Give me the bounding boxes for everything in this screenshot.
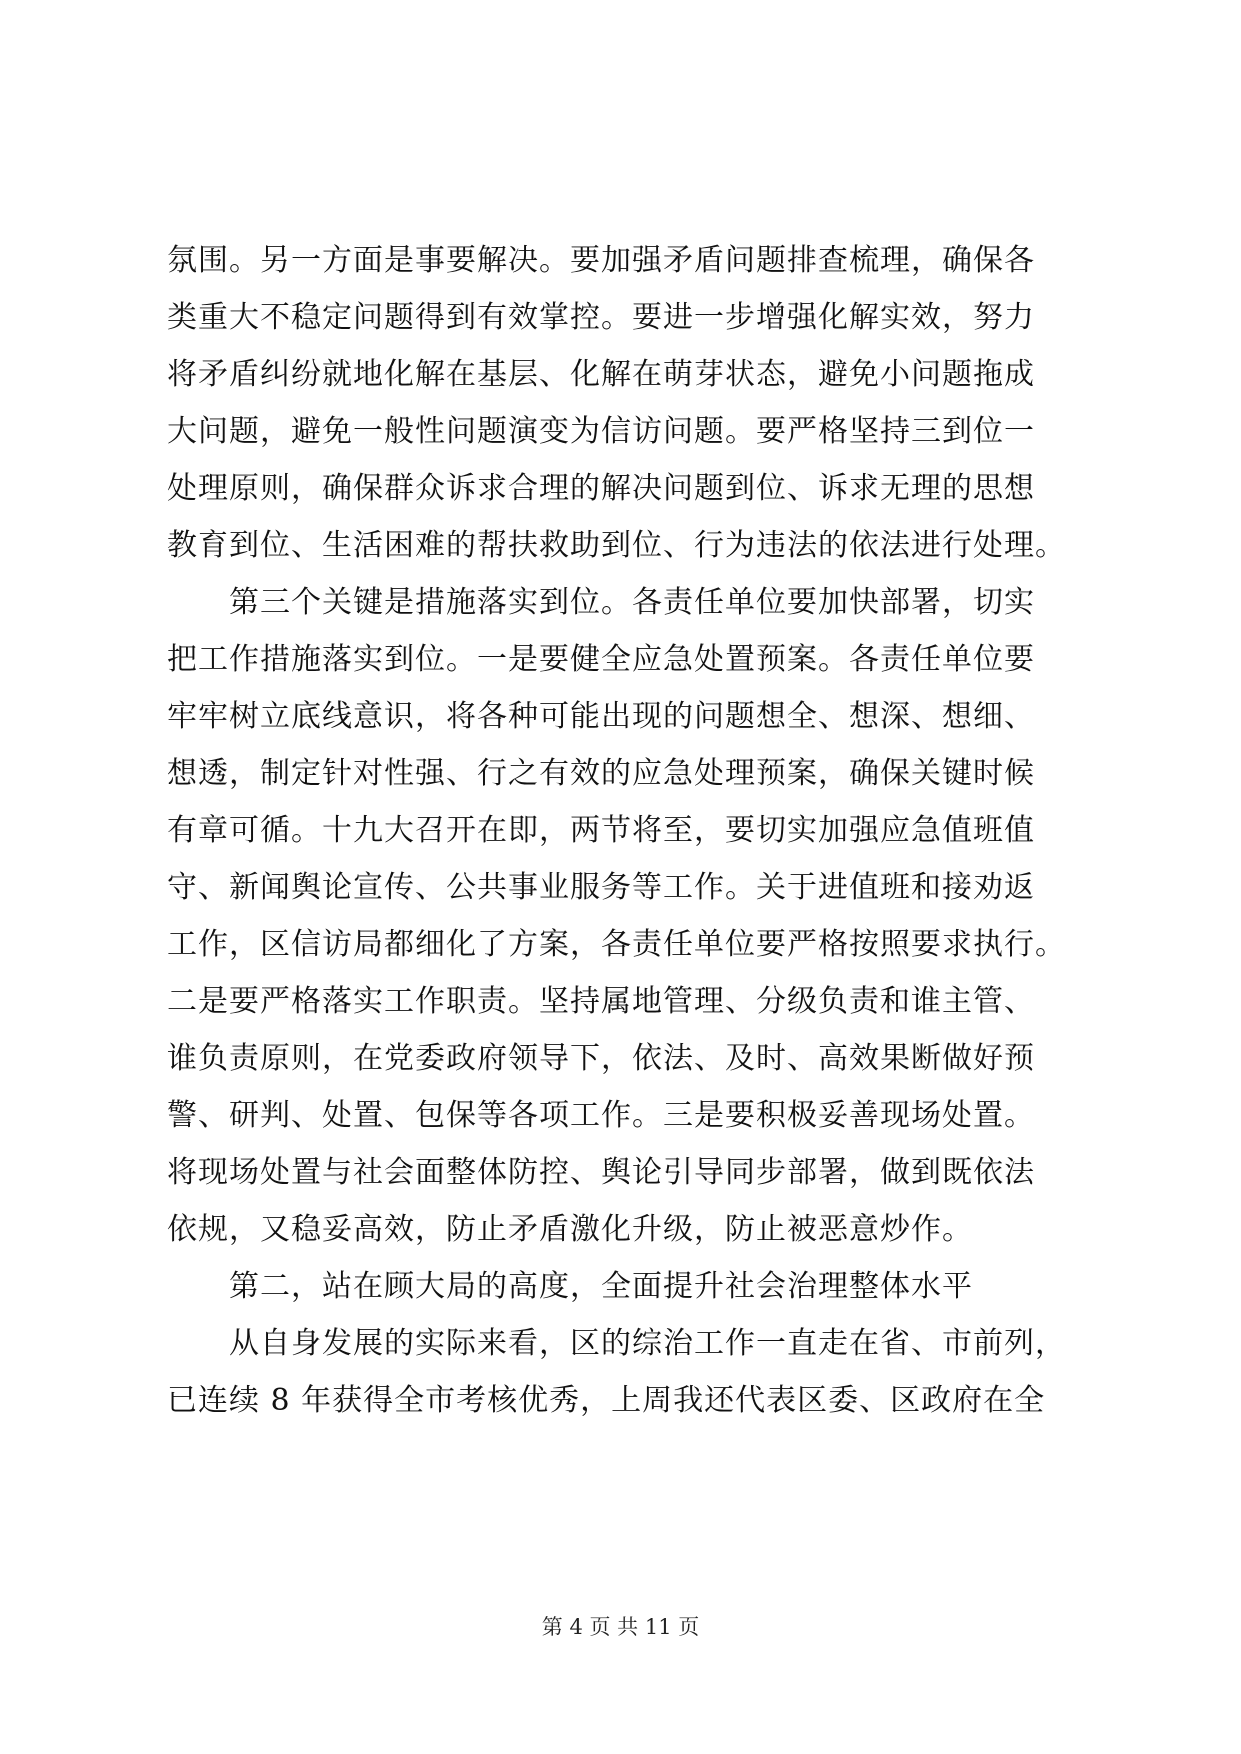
- body-text-line: 类重大不稳定问题得到有效掌控。要进一步增强化解实效，努力: [167, 300, 1035, 335]
- body-text-line: 处理原则，确保群众诉求合理的解决问题到位、诉求无理的思想: [167, 471, 1035, 506]
- body-text-line: 牢牢树立底线意识，将各种可能出现的问题想全、想深、想细、: [167, 699, 1035, 734]
- body-text-line: 谁负责原则，在党委政府领导下，依法、及时、高效果断做好预: [167, 1041, 1035, 1076]
- body-text-line: 把工作措施落实到位。一是要健全应急处置预案。各责任单位要: [167, 642, 1035, 677]
- body-text-line: 警、研判、处置、包保等各项工作。三是要积极妥善现场处置。: [167, 1098, 1035, 1133]
- body-text-line: 二是要严格落实工作职责。坚持属地管理、分级负责和谁主管、: [167, 984, 1035, 1019]
- body-text-line: 工作，区信访局都细化了方案，各责任单位要严格按照要求执行。: [167, 927, 1066, 962]
- body-text-line: 依规，又稳妥高效，防止矛盾激化升级，防止被恶意炒作。: [167, 1212, 973, 1247]
- body-text-line: 将现场处置与社会面整体防控、舆论引导同步部署，做到既依法: [167, 1155, 1035, 1190]
- body-text-line: 将矛盾纠纷就地化解在基层、化解在萌芽状态，避免小问题拖成: [167, 357, 1035, 392]
- body-text-line: 有章可循。十九大召开在即，两节将至，要切实加强应急值班值: [167, 813, 1035, 848]
- body-text-line: 想透，制定针对性强、行之有效的应急处理预案，确保关键时候: [167, 756, 1035, 791]
- body-text-line: 守、新闻舆论宣传、公共事业服务等工作。关于进值班和接劝返: [167, 870, 1035, 905]
- body-text-line: 已连续 8 年获得全市考核优秀，上周我还代表区委、区政府在全: [167, 1383, 1046, 1418]
- body-text-line: 第二，站在顾大局的高度，全面提升社会治理整体水平: [229, 1269, 973, 1304]
- body-text-line: 氛围。另一方面是事要解决。要加强矛盾问题排查梳理，确保各: [167, 243, 1035, 278]
- body-text-line: 第三个关键是措施落实到位。各责任单位要加快部署，切实: [229, 585, 1035, 620]
- body-text-line: 从自身发展的实际来看，区的综治工作一直走在省、市前列，: [229, 1326, 1066, 1361]
- document-body: [167, 232, 1077, 1429]
- body-text-line: 大问题，避免一般性问题演变为信访问题。要严格坚持三到位一: [167, 414, 1035, 449]
- body-text-line: 教育到位、生活困难的帮扶救助到位、行为违法的依法进行处理。: [167, 528, 1066, 563]
- page-footer: 第 4 页 共 11 页: [541, 1615, 700, 1639]
